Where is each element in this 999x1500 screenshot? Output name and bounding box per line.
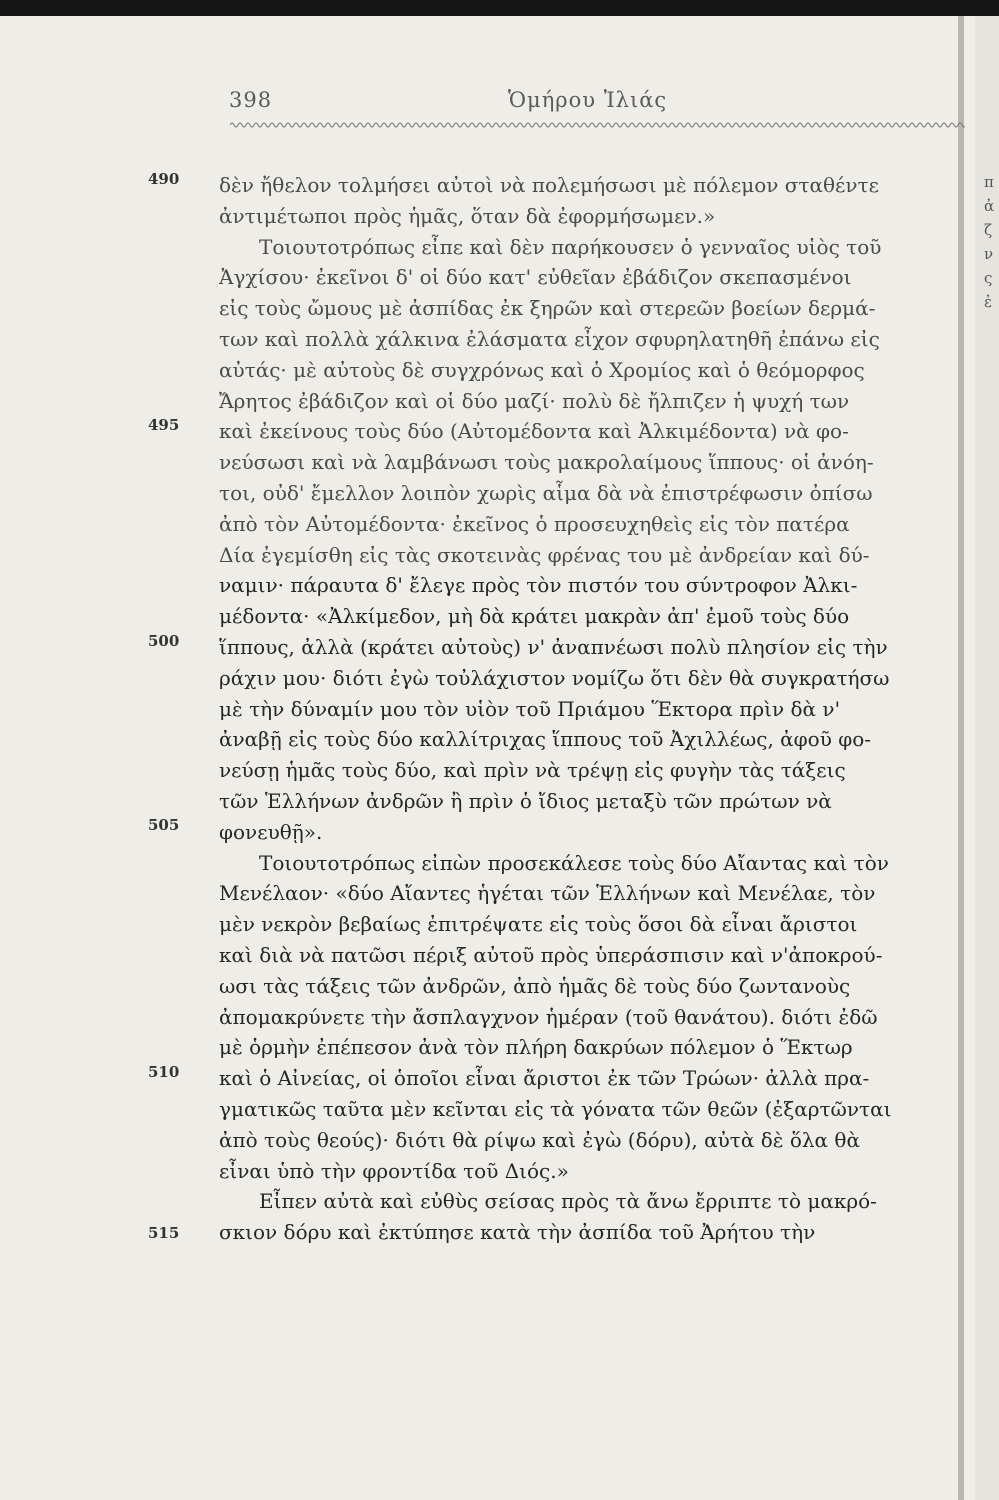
text-line: Τοιουτοτρόπως εἰπὼν προσεκάλεσε τοὺς δύο Αἴαντας καὶ τὸν xyxy=(259,850,889,875)
running-head-title: Ὁμήρου Ἰλιάς xyxy=(508,88,668,112)
text-line: Τοιουτοτρόπως εἶπε καὶ δὲν παρήκουσεν ὁ γενναῖος υἱὸς τοῦ xyxy=(259,234,882,259)
text-line: Εἶπεν αὐτὰ καὶ εὐθὺς σείσας πρὸς τὰ ἄνω ἔρριπτε τὸ μακρό- xyxy=(259,1189,877,1214)
text-line: ναμιν· πάραυτα δ' ἔλεγε πρὸς τὸν πιστόν του σύντροφον Ἀλκι- xyxy=(219,573,858,598)
text-line: Ἀγχίσου· ἐκεῖνοι δ' οἱ δύο κατ' εὐθεῖαν ἐβάδιζον σκεπασμένοι xyxy=(219,265,852,290)
scan-top-border xyxy=(0,0,999,16)
text-line: καὶ ὁ Αἰνείας, οἱ ὁποῖοι εἶναι ἄριστοι ἐκ τῶν Τρώων· ἀλλὰ πρα- xyxy=(219,1066,870,1091)
edge-letter: ἀ xyxy=(984,197,995,215)
text-line: ἀναβῇ εἰς τοὺς δύο καλλίτριχας ἵππους τοῦ Ἀχιλλέως, ἀφοῦ φο- xyxy=(219,727,872,752)
line-number-500: 500 xyxy=(148,632,180,650)
edge-letter: π xyxy=(984,173,994,191)
line-number-510: 510 xyxy=(148,1063,180,1081)
text-line: εἶναι ὑπὸ τὴν φροντίδα τοῦ Διός.» xyxy=(219,1158,569,1183)
text-line: Ἄρητος ἐβάδιζον καὶ οἱ δύο μαζί· πολὺ δὲ ἤλπιζεν ἡ ψυχή των xyxy=(219,388,850,413)
edge-letter: ἐ xyxy=(984,293,993,311)
text-line: των καὶ πολλὰ χάλκινα ἐλάσματα εἶχον σφυρηλατηθῆ ἐπάνω εἰς xyxy=(219,326,880,351)
text-line: ἀπομακρύνετε τὴν ἄσπλαγχνον ἡμέραν (τοῦ θανάτου). διότι ἐδῶ xyxy=(219,1004,878,1029)
text-line: φονευθῇ». xyxy=(219,819,323,844)
text-line: μὲ ὁρμὴν ἐπέπεσον ἀνὰ τὸν πλήρη δακρύων πόλεμον ὁ Ἕκτωρ xyxy=(219,1035,853,1060)
decorative-wavy-rule xyxy=(230,120,965,130)
text-line: ἀντιμέτωποι πρὸς ἡμᾶς, ὅταν δὰ ἐφορμήσωμεν.» xyxy=(219,203,716,228)
text-line: μέδοντα· «Ἀλκίμεδον, μὴ δὰ κράτει μακρὰν ἀπ' ἐμοῦ τοὺς δύο xyxy=(219,604,850,629)
text-line: καὶ ἐκείνους τοὺς δύο (Αὐτομέδοντα καὶ Ἀλκιμέδοντα) νὰ φο- xyxy=(219,419,849,444)
text-line: σκιον δόρυ καὶ ἐκτύπησε κατὰ τὴν ἀσπίδα τοῦ Ἀρήτου τὴν xyxy=(219,1220,816,1245)
text-line: ἵππους, ἀλλὰ (κράτει αὐτοὺς) ν' ἀναπνέωσι πολὺ πλησίον εἰς τὴν xyxy=(219,634,888,659)
line-number-505: 505 xyxy=(148,816,180,834)
line-number-495: 495 xyxy=(148,416,180,434)
text-line: τῶν Ἑλλήνων ἀνδρῶν ἢ πρὶν ὁ ἴδιος μεταξὺ τῶν πρώτων νὰ xyxy=(219,788,832,813)
text-line: εἰς τοὺς ὤμους μὲ ἀσπίδας ἐκ ξηρῶν καὶ στερεῶν βοείων δερμά- xyxy=(219,296,876,321)
edge-letter: ν xyxy=(984,245,994,263)
text-line: Μενέλαον· «δύο Αἴαντες ἡγέται τῶν Ἑλλήνων καὶ Μενέλαε, τὸν xyxy=(219,881,876,906)
text-line: ράχιν μου· διότι ἐγὼ τοὐλάχιστον νομίζω ὅτι δὲν θὰ συγκρατήσω xyxy=(219,665,890,690)
line-number-515: 515 xyxy=(148,1224,180,1242)
text-line: ἀπὸ τὸν Αὐτομέδοντα· ἐκεῖνος ὁ προσευχηθεὶς εἰς τὸν πατέρα xyxy=(219,511,850,536)
text-line: δὲν ἤθελον τολμήσει αὐτοὶ νὰ πολεμήσωσι μὲ πόλεμον σταθέντε xyxy=(219,173,879,197)
text-line: μὲ τὴν δύναμίν μου τὸν υἱὸν τοῦ Πριάμου Ἕκτορα πρὶν δὰ ν' xyxy=(219,696,841,721)
text-line: Δία ἐγεμίσθη εἰς τὰς σκοτεινὰς φρένας του μὲ ἀνδρείαν καὶ δύ- xyxy=(219,542,870,567)
facing-page-letters xyxy=(984,170,998,314)
line-number-490: 490 xyxy=(148,170,180,188)
body-text xyxy=(219,170,959,1248)
text-line: ἀπὸ τοὺς θεούς)· διότι θὰ ρίψω καὶ ἐγὼ (δόρυ), αὐτὰ δὲ ὅλα θὰ xyxy=(219,1127,860,1152)
text-line: καὶ διὰ νὰ πατῶσι πέριξ αὐτοῦ πρὸς ὑπεράσπισιν καὶ ν'ἀποκρού- xyxy=(219,942,883,967)
text-line: τοι, οὐδ' ἔμελλον λοιπὸν χωρὶς αἷμα δὰ νὰ ἐπιστρέφωσιν ὀπίσω xyxy=(219,480,873,505)
text-line: ωσι τὰς τάξεις τῶν ἀνδρῶν, ἀπὸ ἡμᾶς δὲ τοὺς δύο ζωντανοὺς xyxy=(219,973,851,998)
text-line: αὐτάς· μὲ αὐτοὺς δὲ συγχρόνως καὶ ὁ Χρομίος καὶ ὁ θεόμορφος xyxy=(219,357,865,382)
text-line: μὲν νεκρὸν βεβαίως ἐπιτρέψατε εἰς τοὺς ὅσοι δὰ εἶναι ἄριστοι xyxy=(219,912,858,937)
text-line: γματικῶς ταῦτα μὲν κεῖνται εἰς τὰ γόνατα τῶν θεῶν (ἐξαρτῶνται xyxy=(219,1096,892,1121)
text-line: νεύσωσι καὶ νὰ λαμβάνωσι τοὺς μακρολαίμους ἵππους· οἱ ἀνόη- xyxy=(219,450,874,475)
edge-letter: ς xyxy=(984,269,993,287)
page-number: 398 xyxy=(229,88,273,112)
edge-letter: ζ xyxy=(984,221,993,239)
text-line: νεύσῃ ἡμᾶς τοὺς δύο, καὶ πρὶν νὰ τρέψῃ εἰς φυγὴν τὰς τάξεις xyxy=(219,758,846,783)
